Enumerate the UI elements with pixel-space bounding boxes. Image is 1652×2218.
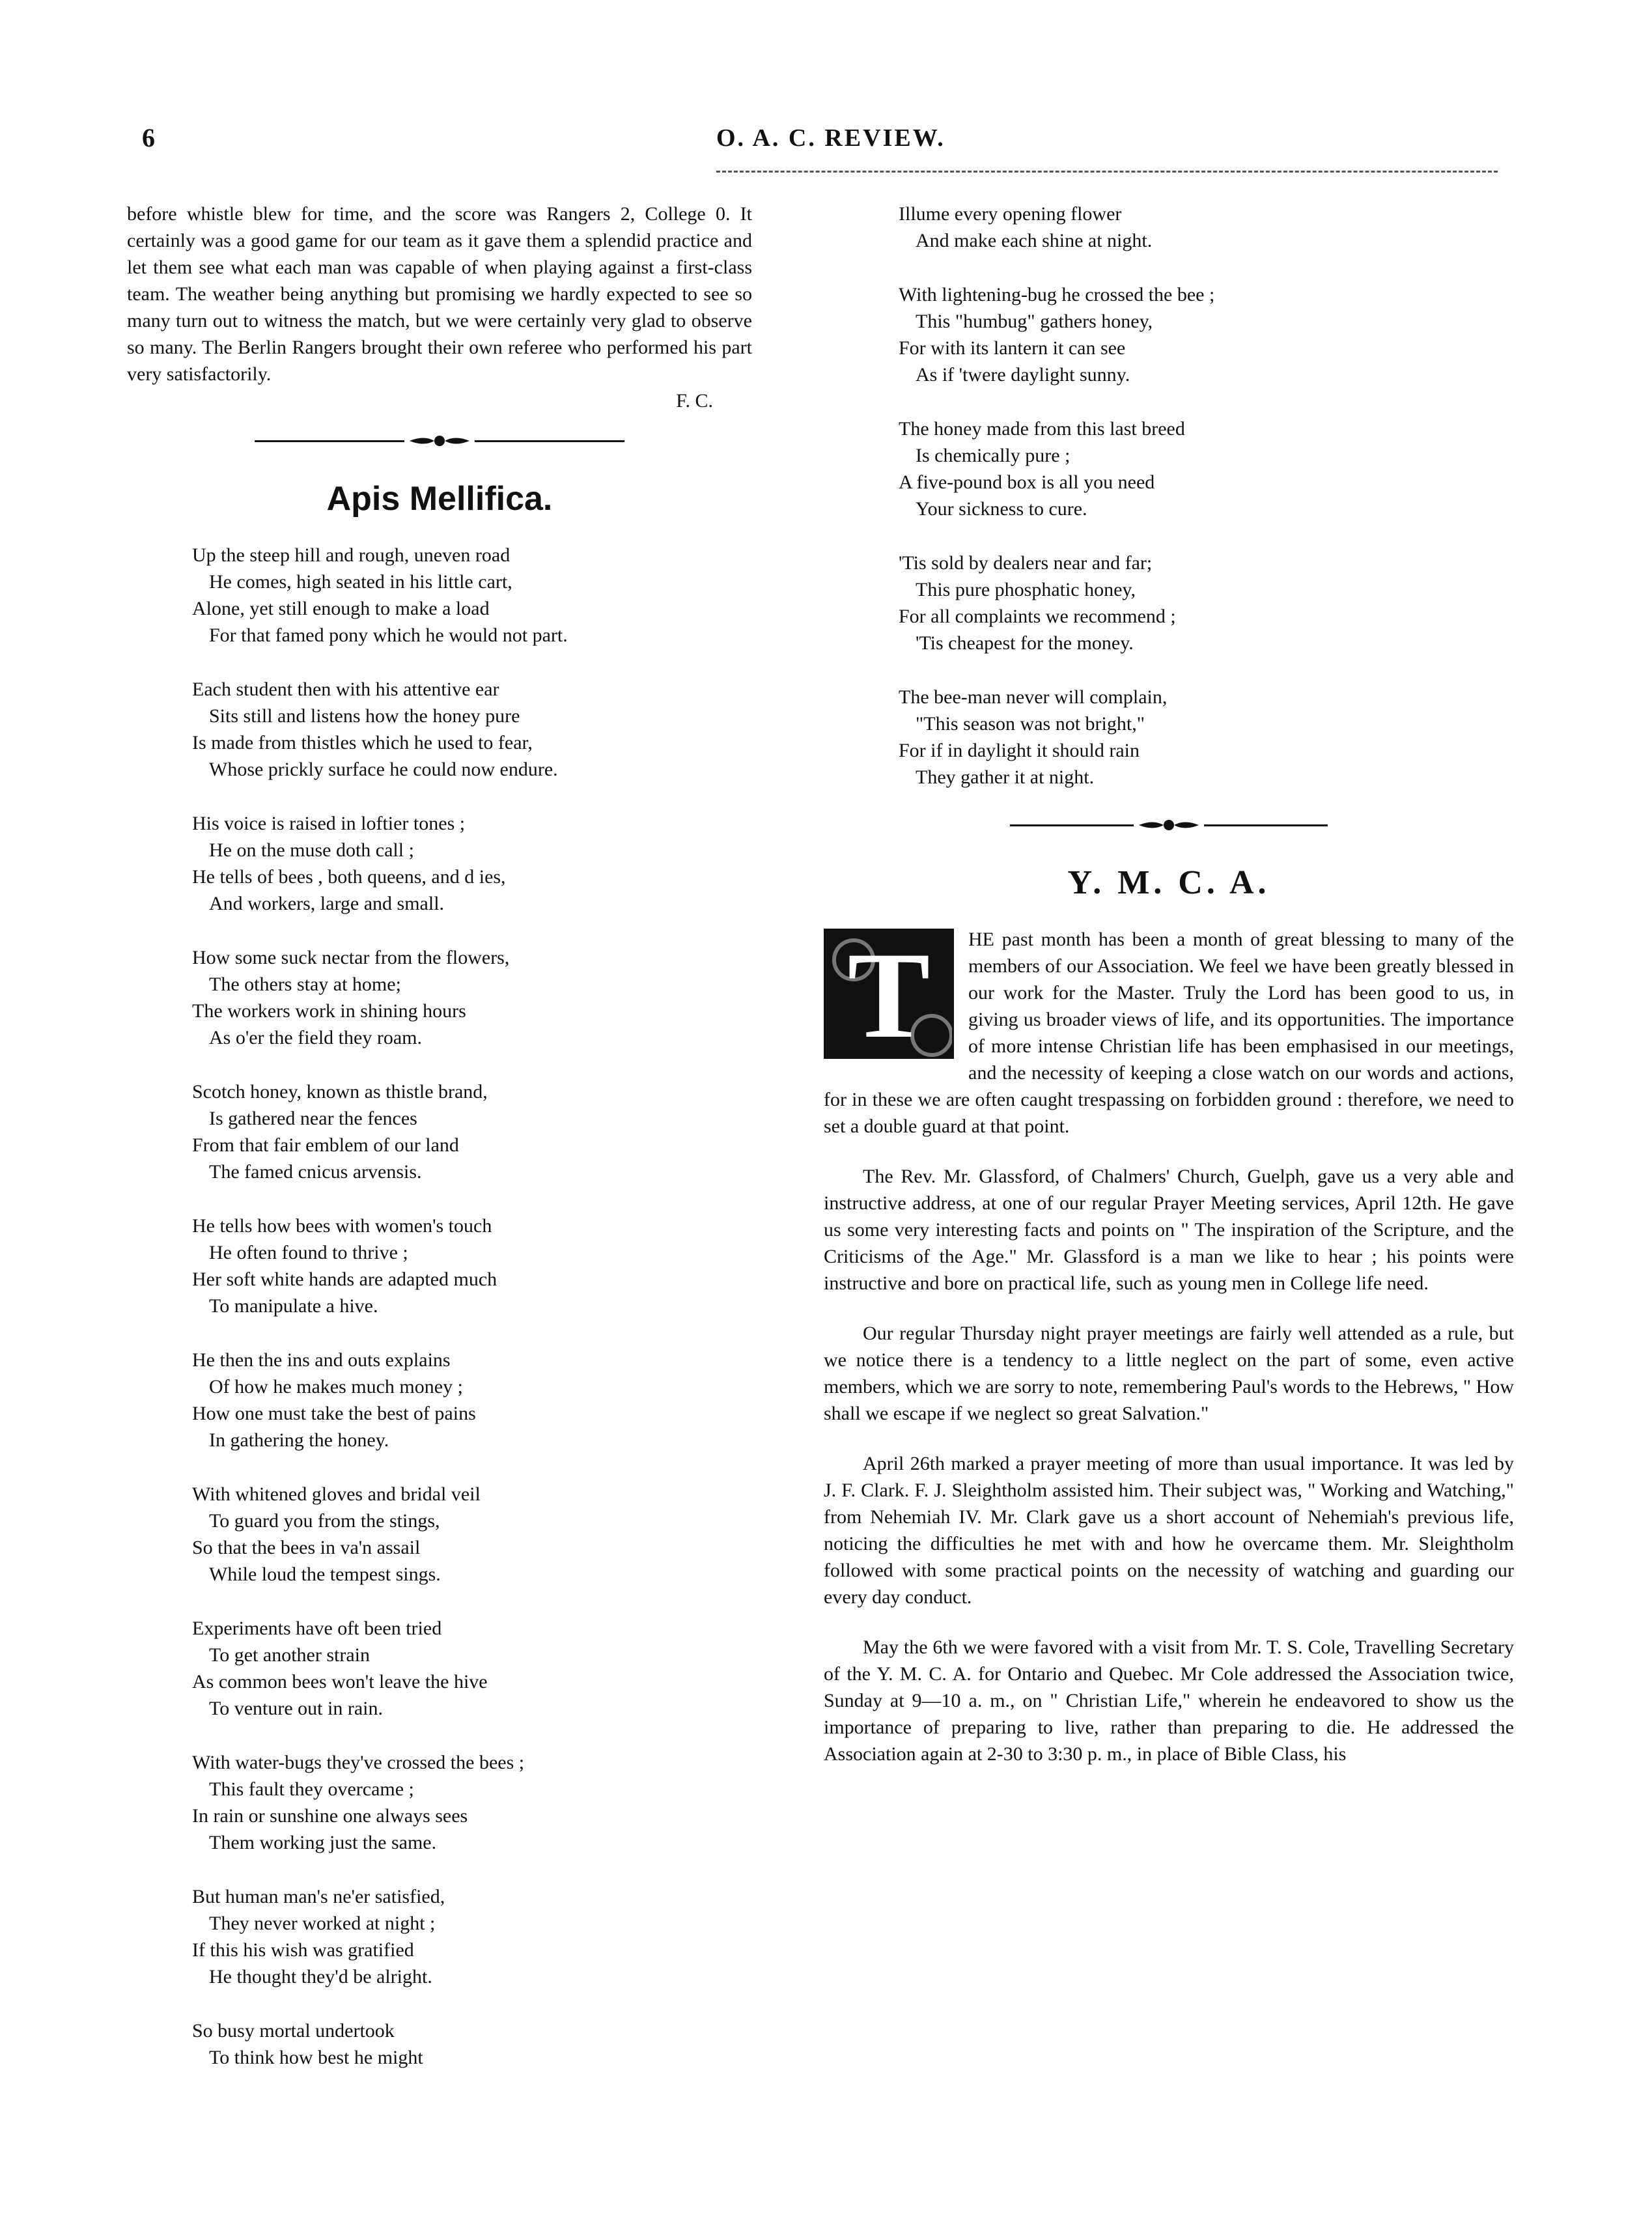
verse-line: For with its lantern it can see: [899, 337, 1126, 359]
masthead-title: O. A. C. REVIEW.: [716, 124, 945, 152]
verse-line: The bee-man never will complain,: [899, 686, 1168, 708]
verse-line: And make each shine at night.: [916, 230, 1153, 251]
verse-line: Is made from thistles which he used to fear,: [192, 732, 533, 753]
dropcap-letter: T: [847, 929, 931, 1059]
verse-line: A five-pound box is all you need: [899, 471, 1155, 493]
verse-line: This fault they overcame ;: [209, 1778, 414, 1800]
verse-line: Up the steep hill and rough, uneven road: [192, 544, 511, 566]
verse-line: To guard you from the stings,: [209, 1510, 440, 1532]
verse-line: The others stay at home;: [209, 974, 401, 995]
verse-line: In rain or sunshine one always sees: [192, 1805, 468, 1827]
divider-line: [1204, 824, 1328, 826]
poem-stanza: [127, 1615, 752, 1722]
verse-line: While loud the tempest sings.: [209, 1564, 441, 1585]
verse-line: Of how he makes much money ;: [209, 1376, 463, 1397]
verse-line: Is chemically pure ;: [916, 445, 1071, 466]
page-number: 6: [142, 123, 155, 152]
ymca-paragraph: HE past month has been a month of great blessing to many of the members of our Association. We feel we have been greatly blessed in our work for the Master. Truly the Lord has been good to us, in giving us broader views of life, and its opportunities. The importance of more intense Christian life has been emphasised in our meetings, and the necessity of keeping a close watch on our words and actions, for in these we are often caught trespassing on forbidden ground : therefore, we need to set a double guard at that point.: [824, 929, 1514, 1137]
verse-line: He comes, high seated in his little cart,: [209, 571, 512, 593]
verse-line: Each student then with his attentive ear: [192, 679, 499, 700]
verse-line: To get another strain: [209, 1644, 370, 1666]
poem-stanza: [127, 944, 752, 1051]
verse-line: He tells how bees with women's touch: [192, 1215, 492, 1237]
verse-line: And workers, large and small.: [209, 893, 445, 914]
poem-stanza: [127, 810, 752, 917]
header-rule: [716, 171, 1498, 173]
poem-stanza: [824, 281, 1514, 388]
verse-line: For all complaints we recommend ;: [899, 606, 1176, 627]
divider-line: [1010, 824, 1134, 826]
continued-article-paragraph: before whistle blew for time, and the score was Rangers 2, College 0. It certainly was a good game for our team as it gave them a splendid practice and let them see what each man was capable of when playing against a first-class team. The weather being anything but promising we hardly expected to see so many turn out to witness the match, but we were certainly very glad to observe so many. The Berlin Rangers brought their own referee who performed his part very satisfactorily.: [127, 203, 752, 385]
verse-line: So that the bees in va'n assail: [192, 1537, 421, 1558]
verse-line: If this his wish was gratified: [192, 1939, 414, 1961]
verse-line: This "humbug" gathers honey,: [916, 311, 1153, 332]
right-column: [824, 201, 1514, 1791]
poem-stanza: [824, 550, 1514, 656]
ymca-paragraph: April 26th marked a prayer meeting of more than usual importance. It was led by J. F. Clark. F. J. Sleightholm assisted him. Their subject was, " Working and Watching," from Nehemiah IV. Mr. Clark gave us a short account of Nehemiah's previous life, noticing the difficulties he met with and how he overcame them. Mr. Sleightholm followed with some practical points on the necessity of watching and guarding our every day conduct.: [824, 1453, 1514, 1608]
ymca-paragraph: The Rev. Mr. Glassford, of Chalmers' Church, Guelph, gave us a very able and instructive address, at one of our regular Prayer Meeting services, April 12th. He gave us some very interesting facts and points on " The inspiration of the Scripture, and the Criticisms of the Age." Mr. Glassford is a man we like to hear ; his points were instructive and bore on practical life, such as young men in College life need.: [824, 1166, 1514, 1294]
author-signature: F. C.: [676, 390, 713, 412]
ymca-section-title: Y. M. C. A.: [1067, 864, 1270, 901]
ymca-paragraph: May the 6th we were favored with a visit from Mr. T. S. Cole, Travelling Secretary of the Y. M. C. A. for Ontario and Quebec. Mr Cole addressed the Association twice, Sunday at 9—10 a. m., on " Christian Life," wherein he endeavored to show us the importance of preparing to live, rather than preparing to die. He addressed the Association again at 2-30 to 3:30 p. m., in place of Bible Class, his: [824, 1636, 1514, 1765]
verse-line: Scotch honey, known as thistle brand,: [192, 1081, 488, 1102]
poem-stanza: [127, 1347, 752, 1453]
verse-line: He then the ins and outs explains: [192, 1349, 451, 1371]
poem-continuation: [824, 201, 1514, 791]
poem-stanza: [127, 1213, 752, 1319]
verse-line: 'Tis cheapest for the money.: [916, 632, 1134, 654]
verse-line: From that fair emblem of our land: [192, 1134, 459, 1156]
verse-line: Experiments have oft been tried: [192, 1618, 442, 1639]
poem-title: Apis Mellifica.: [326, 480, 553, 518]
poem-stanza: [824, 201, 1514, 254]
poem-stanza: [824, 684, 1514, 791]
poem-stanza: [127, 2017, 752, 2071]
verse-line: Illume every opening flower: [899, 203, 1122, 225]
verse-line: Her soft white hands are adapted much: [192, 1269, 497, 1290]
fleuron-ornament-icon: [1138, 818, 1200, 832]
left-column: [127, 201, 752, 2098]
verse-line: Whose prickly surface he could now endure.: [209, 759, 558, 780]
poem-stanza: [127, 542, 752, 649]
verse-line: With water-bugs they've crossed the bees ;: [192, 1752, 525, 1773]
verse-line: The workers work in shining hours: [192, 1000, 466, 1022]
verse-line: This pure phosphatic honey,: [916, 579, 1136, 600]
ymca-article: [824, 926, 1514, 1767]
verse-line: For that famed pony which he would not part.: [209, 625, 568, 646]
verse-line: They never worked at night ;: [209, 1913, 436, 1934]
verse-line: He on the muse doth call ;: [209, 839, 414, 861]
verse-line: With whitened gloves and bridal veil: [192, 1483, 481, 1505]
poem-stanza: [127, 1481, 752, 1588]
poem-apis-mellifica: [127, 542, 752, 2071]
divider-line: [475, 440, 624, 442]
verse-line: "This season was not bright,": [916, 713, 1145, 735]
verse-line: But human man's ne'er satisfied,: [192, 1886, 445, 1907]
divider-line: [255, 440, 404, 442]
verse-line: Is gathered near the fences: [209, 1108, 417, 1129]
fleuron-ornament-icon: [408, 434, 471, 448]
verse-line: The famed cnicus arvensis.: [209, 1161, 422, 1183]
ymca-paragraph: Our regular Thursday night prayer meetings are fairly well attended as a rule, but we notice there is a tendency to a little neglect on the part of some, even active members, which we are sorry to note, remembering Paul's words to the Hebrews, " How shall we escape if we neglect so great Salvation.": [824, 1323, 1514, 1424]
verse-line: They gather it at night.: [916, 766, 1095, 788]
poem-stanza: [127, 1078, 752, 1185]
verse-line: He tells of bees , both queens, and d ies,: [192, 866, 506, 888]
verse-line: Your sickness to cure.: [916, 498, 1087, 520]
poem-stanza: [127, 676, 752, 783]
verse-line: With lightening-bug he crossed the bee ;: [899, 284, 1215, 305]
poem-stanza: [824, 415, 1514, 522]
ornamental-divider: [127, 434, 752, 448]
verse-line: How one must take the best of pains: [192, 1403, 476, 1424]
verse-line: To manipulate a hive.: [209, 1295, 378, 1317]
verse-line: As o'er the field they roam.: [209, 1027, 422, 1048]
verse-line: 'Tis sold by dealers near and far;: [899, 552, 1153, 574]
verse-line: He thought they'd be alright.: [209, 1966, 432, 1987]
verse-line: For if in daylight it should rain: [899, 740, 1140, 761]
verse-line: To venture out in rain.: [209, 1698, 383, 1719]
verse-line: To think how best he might: [209, 2047, 423, 2068]
verse-line: How some suck nectar from the flowers,: [192, 947, 510, 968]
verse-line: The honey made from this last breed: [899, 418, 1185, 440]
verse-line: So busy mortal undertook: [192, 2020, 395, 2042]
poem-stanza: [127, 1883, 752, 1990]
verse-line: As common bees won't leave the hive: [192, 1671, 488, 1692]
verse-line: He often found to thrive ;: [209, 1242, 408, 1263]
verse-line: His voice is raised in loftier tones ;: [192, 813, 466, 834]
verse-line: Sits still and listens how the honey pure: [209, 705, 520, 727]
verse-line: Them working just the same.: [209, 1832, 437, 1853]
poem-stanza: [127, 1749, 752, 1856]
decorative-dropcap: [824, 929, 954, 1059]
verse-line: In gathering the honey.: [209, 1429, 389, 1451]
verse-line: Alone, yet still enough to make a load: [192, 598, 490, 619]
verse-line: As if 'twere daylight sunny.: [916, 364, 1130, 386]
ornamental-divider: [824, 818, 1514, 832]
